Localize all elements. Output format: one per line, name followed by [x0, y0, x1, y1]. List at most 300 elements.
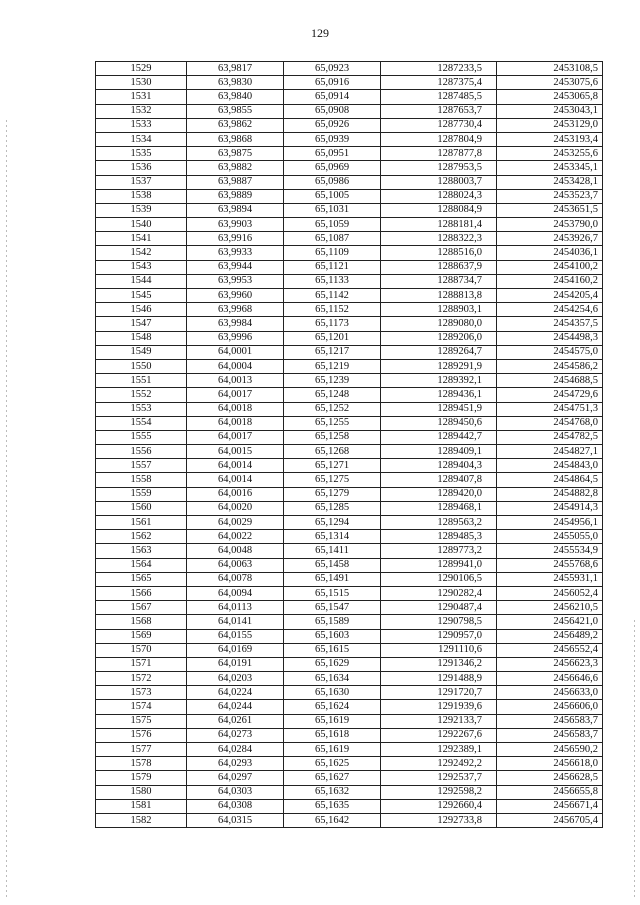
table-cell: 1562 [96, 530, 187, 544]
table-cell: 2456590,2 [497, 743, 603, 757]
table-cell: 1289392,1 [381, 374, 497, 388]
table-cell: 1289451,9 [381, 402, 497, 416]
table-cell: 2456628,5 [497, 771, 603, 785]
table-cell: 1289404,3 [381, 459, 497, 473]
table-cell: 1542 [96, 246, 187, 260]
table-cell: 1564 [96, 558, 187, 572]
table-cell: 65,1219 [284, 359, 381, 373]
table-row [96, 118, 603, 132]
table-row [96, 487, 603, 501]
table-cell: 1288084,9 [381, 203, 497, 217]
table-cell: 1544 [96, 274, 187, 288]
table-cell: 63,9887 [187, 175, 284, 189]
table-row [96, 289, 603, 303]
table-cell: 1553 [96, 402, 187, 416]
table-cell: 64,0297 [187, 771, 284, 785]
table-cell: 64,0004 [187, 359, 284, 373]
table-cell: 2455768,6 [497, 558, 603, 572]
table-row [96, 90, 603, 104]
table-cell: 1536 [96, 161, 187, 175]
table-row [96, 331, 603, 345]
table-row [96, 218, 603, 232]
table-cell: 65,1005 [284, 189, 381, 203]
table-cell: 63,9840 [187, 90, 284, 104]
table-cell: 1575 [96, 714, 187, 728]
table-row [96, 161, 603, 175]
table-cell: 2454882,8 [497, 487, 603, 501]
table-row [96, 76, 603, 90]
table-cell: 63,9817 [187, 62, 284, 76]
table-cell: 2453193,4 [497, 132, 603, 146]
table-cell: 1287804,9 [381, 132, 497, 146]
table-cell: 65,1632 [284, 785, 381, 799]
table-cell: 2454205,4 [497, 289, 603, 303]
table-row [96, 516, 603, 530]
table-cell: 1288637,9 [381, 260, 497, 274]
table-cell: 1287877,8 [381, 147, 497, 161]
table-cell: 1288734,7 [381, 274, 497, 288]
table-cell: 2456552,4 [497, 643, 603, 657]
table-row [96, 445, 603, 459]
table-cell: 2453129,0 [497, 118, 603, 132]
table-cell: 1288003,7 [381, 175, 497, 189]
table-cell: 1289442,7 [381, 430, 497, 444]
table-cell: 63,9944 [187, 260, 284, 274]
table-cell: 1540 [96, 218, 187, 232]
table-cell: 1287653,7 [381, 104, 497, 118]
table-row [96, 572, 603, 586]
table-cell: 63,9882 [187, 161, 284, 175]
table-cell: 2456705,4 [497, 813, 603, 827]
table-row [96, 203, 603, 217]
table-cell: 2455055,0 [497, 530, 603, 544]
table-cell: 64,0048 [187, 544, 284, 558]
table-cell: 2456489,2 [497, 629, 603, 643]
table-cell: 64,0017 [187, 388, 284, 402]
table-row [96, 530, 603, 544]
table-cell: 2453065,8 [497, 90, 603, 104]
table-cell: 64,0141 [187, 615, 284, 629]
table-row [96, 374, 603, 388]
table-cell: 2453428,1 [497, 175, 603, 189]
table-cell: 64,0315 [187, 813, 284, 827]
table-cell: 2453108,5 [497, 62, 603, 76]
table-cell: 1581 [96, 799, 187, 813]
table-cell: 63,9916 [187, 232, 284, 246]
table-row [96, 303, 603, 317]
table-row [96, 771, 603, 785]
table-row [96, 643, 603, 657]
table-cell: 2454575,0 [497, 345, 603, 359]
table-row [96, 629, 603, 643]
table-cell: 1543 [96, 260, 187, 274]
table-row [96, 601, 603, 615]
table-cell: 2454100,2 [497, 260, 603, 274]
table-cell: 1565 [96, 572, 187, 586]
table-cell: 1292267,6 [381, 728, 497, 742]
table-cell: 2456583,7 [497, 728, 603, 742]
table-cell: 64,0022 [187, 530, 284, 544]
table-cell: 65,1031 [284, 203, 381, 217]
table-cell: 1288322,3 [381, 232, 497, 246]
table-cell: 65,1411 [284, 544, 381, 558]
table-cell: 1287730,4 [381, 118, 497, 132]
table-cell: 65,1629 [284, 657, 381, 671]
table-cell: 65,1619 [284, 743, 381, 757]
table-cell: 64,0094 [187, 586, 284, 600]
table-cell: 64,0293 [187, 757, 284, 771]
table-cell: 1567 [96, 601, 187, 615]
table-cell: 64,0191 [187, 657, 284, 671]
table-cell: 65,1619 [284, 714, 381, 728]
table-cell: 65,1458 [284, 558, 381, 572]
table-cell: 64,0017 [187, 430, 284, 444]
table-cell: 1571 [96, 657, 187, 671]
table-cell: 65,1625 [284, 757, 381, 771]
table-cell: 2453926,7 [497, 232, 603, 246]
table-row [96, 586, 603, 600]
table-cell: 2453075,6 [497, 76, 603, 90]
table-cell: 65,0951 [284, 147, 381, 161]
table-cell: 1558 [96, 473, 187, 487]
table-cell: 2453523,7 [497, 189, 603, 203]
table-row [96, 544, 603, 558]
table-cell: 65,1547 [284, 601, 381, 615]
table-cell: 2454914,3 [497, 501, 603, 515]
table-cell: 2456210,5 [497, 601, 603, 615]
table-cell: 1551 [96, 374, 187, 388]
table-cell: 64,0113 [187, 601, 284, 615]
table-cell: 2454586,2 [497, 359, 603, 373]
table-cell: 1289291,9 [381, 359, 497, 373]
table-cell: 1288024,3 [381, 189, 497, 203]
table-cell: 2454254,6 [497, 303, 603, 317]
table-cell: 1555 [96, 430, 187, 444]
table-cell: 2453043,1 [497, 104, 603, 118]
table-cell: 1292733,8 [381, 813, 497, 827]
table-cell: 1289450,6 [381, 416, 497, 430]
table-cell: 1291939,6 [381, 700, 497, 714]
page-number: 129 [311, 26, 329, 40]
table-cell: 1291110,6 [381, 643, 497, 657]
left-scan-edge [6, 120, 7, 900]
table-cell: 65,1059 [284, 218, 381, 232]
table-cell: 65,1121 [284, 260, 381, 274]
table-cell: 65,1271 [284, 459, 381, 473]
table-cell: 1582 [96, 813, 187, 827]
table-cell: 1549 [96, 345, 187, 359]
table-cell: 63,9960 [187, 289, 284, 303]
table-row [96, 232, 603, 246]
table-cell: 1289420,0 [381, 487, 497, 501]
table-cell: 2454768,0 [497, 416, 603, 430]
table-cell: 65,0923 [284, 62, 381, 76]
table-cell: 1559 [96, 487, 187, 501]
table-cell: 1550 [96, 359, 187, 373]
table-cell: 2456052,4 [497, 586, 603, 600]
table-cell: 64,0203 [187, 672, 284, 686]
table-cell: 63,9889 [187, 189, 284, 203]
table-cell: 63,9894 [187, 203, 284, 217]
table-cell: 2456623,3 [497, 657, 603, 671]
table-cell: 1541 [96, 232, 187, 246]
table-cell: 1568 [96, 615, 187, 629]
table-cell: 1290798,5 [381, 615, 497, 629]
table-cell: 1288813,8 [381, 289, 497, 303]
table-cell: 64,0016 [187, 487, 284, 501]
table-cell: 1292660,4 [381, 799, 497, 813]
table-cell: 65,1252 [284, 402, 381, 416]
table-cell: 2456655,8 [497, 785, 603, 799]
table-cell: 2454864,5 [497, 473, 603, 487]
table-cell: 65,1142 [284, 289, 381, 303]
table-cell: 65,1087 [284, 232, 381, 246]
table-cell: 1539 [96, 203, 187, 217]
table-cell: 65,1630 [284, 686, 381, 700]
table-cell: 65,1627 [284, 771, 381, 785]
table-row [96, 359, 603, 373]
table-cell: 64,0303 [187, 785, 284, 799]
table-cell: 1535 [96, 147, 187, 161]
table-row [96, 743, 603, 757]
table-cell: 1289436,1 [381, 388, 497, 402]
table-cell: 1291720,7 [381, 686, 497, 700]
table-cell: 2454688,5 [497, 374, 603, 388]
table-cell: 64,0224 [187, 686, 284, 700]
table-cell: 65,1152 [284, 303, 381, 317]
table-cell: 65,0914 [284, 90, 381, 104]
table-cell: 65,1515 [284, 586, 381, 600]
table-cell: 64,0284 [187, 743, 284, 757]
table-cell: 64,0169 [187, 643, 284, 657]
table-cell: 64,0261 [187, 714, 284, 728]
table-cell: 2454843,0 [497, 459, 603, 473]
table-cell: 1292133,7 [381, 714, 497, 728]
table-cell: 1530 [96, 76, 187, 90]
table-cell: 65,1314 [284, 530, 381, 544]
table-cell: 64,0015 [187, 445, 284, 459]
table-cell: 1287485,5 [381, 90, 497, 104]
table-cell: 1531 [96, 90, 187, 104]
table-cell: 63,9855 [187, 104, 284, 118]
table-row [96, 459, 603, 473]
table-cell: 65,1109 [284, 246, 381, 260]
table-cell: 2454498,3 [497, 331, 603, 345]
table-cell: 1288516,0 [381, 246, 497, 260]
table-cell: 64,0018 [187, 416, 284, 430]
table-cell: 63,9996 [187, 331, 284, 345]
table-row [96, 104, 603, 118]
table-cell: 65,1275 [284, 473, 381, 487]
table-row [96, 260, 603, 274]
table-cell: 2456421,0 [497, 615, 603, 629]
table-cell: 2454729,6 [497, 388, 603, 402]
table-row [96, 757, 603, 771]
table-cell: 64,0078 [187, 572, 284, 586]
table-cell: 2454036,1 [497, 246, 603, 260]
table-cell: 63,9903 [187, 218, 284, 232]
table-cell: 65,1491 [284, 572, 381, 586]
table-row [96, 175, 603, 189]
table-cell: 1572 [96, 672, 187, 686]
table-cell: 2456633,0 [497, 686, 603, 700]
table-row [96, 416, 603, 430]
table-cell: 1289264,7 [381, 345, 497, 359]
table-row [96, 317, 603, 331]
table-row [96, 62, 603, 76]
table-cell: 65,1634 [284, 672, 381, 686]
table-row [96, 132, 603, 146]
table-cell: 2453255,6 [497, 147, 603, 161]
table-cell: 1292537,7 [381, 771, 497, 785]
table-cell: 2454357,5 [497, 317, 603, 331]
table-cell: 1538 [96, 189, 187, 203]
table-cell: 1292389,1 [381, 743, 497, 757]
table-cell: 1289941,0 [381, 558, 497, 572]
table-cell: 65,1285 [284, 501, 381, 515]
table-cell: 2453345,1 [497, 161, 603, 175]
table-row [96, 558, 603, 572]
table-cell: 63,9868 [187, 132, 284, 146]
table-cell: 1287953,5 [381, 161, 497, 175]
table-cell: 65,1217 [284, 345, 381, 359]
table-cell: 65,1258 [284, 430, 381, 444]
table-cell: 65,1255 [284, 416, 381, 430]
table-cell: 1289080,0 [381, 317, 497, 331]
table-cell: 65,1279 [284, 487, 381, 501]
table-cell: 1291346,2 [381, 657, 497, 671]
table-cell: 64,0029 [187, 516, 284, 530]
table-cell: 1579 [96, 771, 187, 785]
table-cell: 1554 [96, 416, 187, 430]
table-row [96, 657, 603, 671]
table-cell: 1576 [96, 728, 187, 742]
table-cell: 63,9830 [187, 76, 284, 90]
table-cell: 1289468,1 [381, 501, 497, 515]
table-cell: 63,9968 [187, 303, 284, 317]
table-row [96, 189, 603, 203]
table-cell: 63,9933 [187, 246, 284, 260]
table-cell: 65,1615 [284, 643, 381, 657]
table-cell: 2456618,0 [497, 757, 603, 771]
table-cell: 2453790,0 [497, 218, 603, 232]
table-cell: 2456583,7 [497, 714, 603, 728]
table-row [96, 501, 603, 515]
table-cell: 1563 [96, 544, 187, 558]
table-cell: 1560 [96, 501, 187, 515]
table-row [96, 246, 603, 260]
table-cell: 2454782,5 [497, 430, 603, 444]
table-cell: 1537 [96, 175, 187, 189]
table-cell: 65,1248 [284, 388, 381, 402]
table-row [96, 615, 603, 629]
table-row [96, 785, 603, 799]
table-cell: 65,1624 [284, 700, 381, 714]
table-cell: 64,0001 [187, 345, 284, 359]
table-cell: 1289563,2 [381, 516, 497, 530]
table-cell: 1292492,2 [381, 757, 497, 771]
table-cell: 1289409,1 [381, 445, 497, 459]
table-cell: 64,0244 [187, 700, 284, 714]
table-cell: 65,0926 [284, 118, 381, 132]
table-cell: 65,1239 [284, 374, 381, 388]
table-cell: 65,0969 [284, 161, 381, 175]
table-cell: 1574 [96, 700, 187, 714]
table-cell: 65,1635 [284, 799, 381, 813]
table-cell: 1290106,5 [381, 572, 497, 586]
table-cell: 1289407,8 [381, 473, 497, 487]
table-cell: 1566 [96, 586, 187, 600]
table-cell: 63,9953 [187, 274, 284, 288]
table-cell: 1288181,4 [381, 218, 497, 232]
table-cell: 64,0273 [187, 728, 284, 742]
table-cell: 1577 [96, 743, 187, 757]
table-cell: 1289485,3 [381, 530, 497, 544]
table-cell: 64,0155 [187, 629, 284, 643]
table-cell: 1561 [96, 516, 187, 530]
table-cell: 63,9862 [187, 118, 284, 132]
table-row [96, 700, 603, 714]
table-cell: 65,1589 [284, 615, 381, 629]
table-row [96, 799, 603, 813]
table-cell: 1290487,4 [381, 601, 497, 615]
table-cell: 2454827,1 [497, 445, 603, 459]
table-cell: 64,0063 [187, 558, 284, 572]
table-cell: 1534 [96, 132, 187, 146]
table-cell: 1287233,5 [381, 62, 497, 76]
table-cell: 1287375,4 [381, 76, 497, 90]
table-cell: 65,0908 [284, 104, 381, 118]
table-cell: 1290282,4 [381, 586, 497, 600]
table-cell: 2456671,4 [497, 799, 603, 813]
table-row [96, 345, 603, 359]
table-cell: 64,0014 [187, 459, 284, 473]
table-cell: 1547 [96, 317, 187, 331]
table-row [96, 728, 603, 742]
table-cell: 65,1268 [284, 445, 381, 459]
table-row [96, 274, 603, 288]
table-cell: 1578 [96, 757, 187, 771]
table-cell: 65,1294 [284, 516, 381, 530]
table-cell: 1289206,0 [381, 331, 497, 345]
table-cell: 2455534,9 [497, 544, 603, 558]
table-cell: 64,0308 [187, 799, 284, 813]
table-cell: 1556 [96, 445, 187, 459]
table-cell: 2454751,3 [497, 402, 603, 416]
table-cell: 1292598,2 [381, 785, 497, 799]
table-cell: 2454956,1 [497, 516, 603, 530]
table-cell: 65,1133 [284, 274, 381, 288]
table-cell: 65,1201 [284, 331, 381, 345]
table-cell: 64,0018 [187, 402, 284, 416]
table-cell: 1580 [96, 785, 187, 799]
table-cell: 2453651,5 [497, 203, 603, 217]
table-cell: 1569 [96, 629, 187, 643]
table-cell: 63,9984 [187, 317, 284, 331]
table-row [96, 388, 603, 402]
table-cell: 65,0939 [284, 132, 381, 146]
table-cell: 1291488,9 [381, 672, 497, 686]
table-cell: 65,1642 [284, 813, 381, 827]
table-cell: 1557 [96, 459, 187, 473]
table-cell: 65,1173 [284, 317, 381, 331]
table-cell: 1529 [96, 62, 187, 76]
table-cell: 1288903,1 [381, 303, 497, 317]
table-row [96, 430, 603, 444]
table-cell: 1573 [96, 686, 187, 700]
table-cell: 2455931,1 [497, 572, 603, 586]
table-row [96, 686, 603, 700]
